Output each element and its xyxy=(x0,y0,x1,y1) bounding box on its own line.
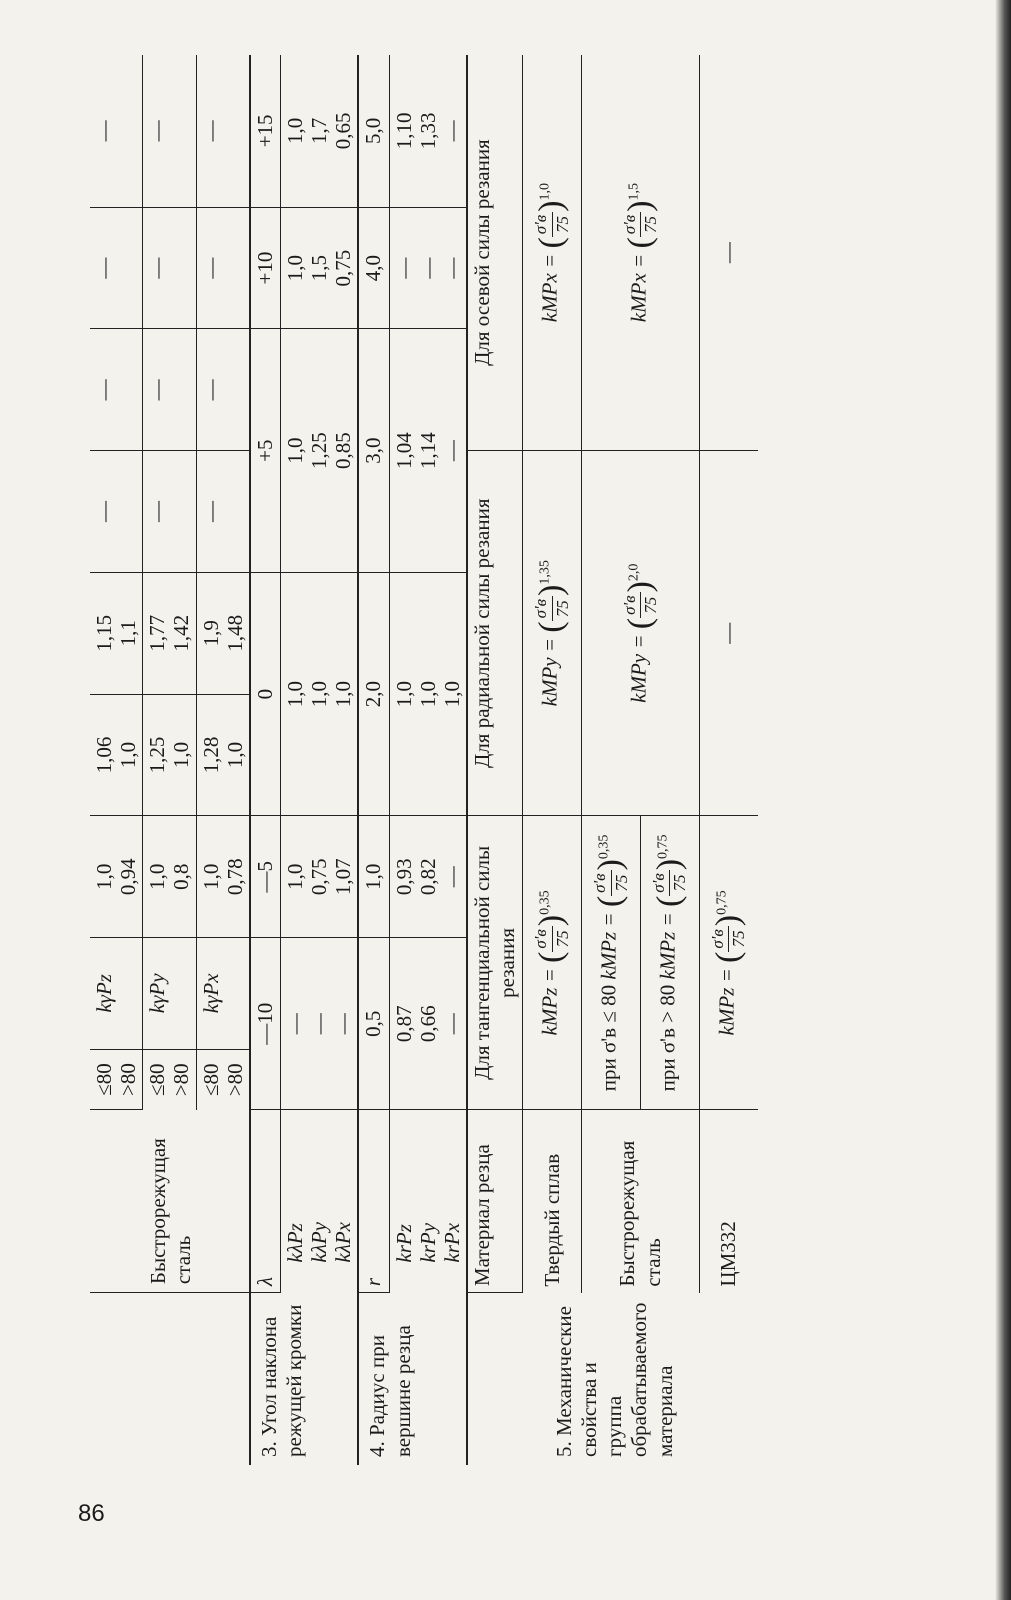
table-row xyxy=(250,55,281,1465)
value-cell: — xyxy=(699,451,757,816)
section-cell-empty xyxy=(90,1293,250,1465)
value-cell: — xyxy=(196,329,250,451)
angle-header: —5 xyxy=(250,816,281,938)
coef-label: kγPz xyxy=(90,938,143,1050)
table-row xyxy=(90,55,143,1465)
value-cell: — xyxy=(143,451,196,573)
rotated-table-container xyxy=(90,55,970,1465)
table-row xyxy=(467,55,523,1465)
value-cell: 1,0 0,78 xyxy=(196,816,250,938)
value-cell: — — — xyxy=(389,207,467,329)
header-material: Материал резца xyxy=(467,1110,523,1293)
value-cell: 1,15 1,1 xyxy=(90,572,143,694)
value-cell: 1,04 1,14 — xyxy=(389,329,467,572)
value-cell: — xyxy=(196,451,250,573)
value-cell: — xyxy=(699,55,757,451)
radius-header: 1,0 xyxy=(358,816,389,938)
angle-header: +10 xyxy=(250,207,281,329)
formula-kmpx-hss: kMPx = ( σ'в 75 )$^{1,5}$ xyxy=(582,55,700,451)
value-cell: 1,9 1,48 xyxy=(196,572,250,694)
radius-header: 3,0 xyxy=(358,329,389,572)
formula-kmpz-cm332: kMPz = ( σ'в 75 )$^{0,75}$ xyxy=(699,816,757,1110)
radius-header: 2,0 xyxy=(358,572,389,815)
section-3-title: 3. Угол наклона режущей кромки xyxy=(250,1293,359,1465)
table-row xyxy=(582,55,700,1465)
coefficients-table xyxy=(90,55,758,1465)
material-hard-alloy: Твердый сплав xyxy=(523,1110,582,1293)
value-cell: — xyxy=(90,329,143,451)
table-row xyxy=(281,55,359,1465)
radius-header: 4,0 xyxy=(358,207,389,329)
header-axial: Для осевой силы резания xyxy=(467,55,523,451)
value-cell: 1,0 1,25 0,85 xyxy=(281,329,359,572)
material-label: Быстрорежущая сталь xyxy=(90,1110,250,1293)
coef-labels: kλPz kλPy kλPx xyxy=(281,1110,359,1293)
angle-header: —10 xyxy=(250,938,281,1110)
value-cell: — — — xyxy=(281,938,359,1110)
section-5-title: 5. Механические свойства и группа обрабатываемого материала xyxy=(467,1293,758,1465)
value-cell: 1,10 1,33 — xyxy=(389,55,467,207)
value-cell: 1,06 1,0 xyxy=(90,694,143,816)
angle-header: +15 xyxy=(250,55,281,207)
symbol-lambda: λ xyxy=(250,1110,281,1293)
value-cell: — xyxy=(90,451,143,573)
value-cell: 1,0 1,0 1,0 xyxy=(389,572,467,815)
value-cell: — xyxy=(90,55,143,207)
range-cell: ≤80 >80 xyxy=(90,1049,143,1110)
table-row xyxy=(389,55,467,1465)
value-cell: 1,0 0,8 xyxy=(143,816,196,938)
value-cell: — xyxy=(143,55,196,207)
value-cell: — xyxy=(143,207,196,329)
section-4-title: 4. Радиус при вершине резца xyxy=(358,1293,467,1465)
value-cell: — xyxy=(90,207,143,329)
radius-header: 0,5 xyxy=(358,938,389,1110)
formula-kmpy: kMPy = ( σ'в 75 )$^{1,35}$ xyxy=(523,451,582,816)
coef-label: kγPy xyxy=(143,938,196,1050)
table-row xyxy=(358,55,389,1465)
coef-labels: krPz krPy krPx xyxy=(389,1110,467,1293)
angle-header: 0 xyxy=(250,572,281,815)
radius-header: 5,0 xyxy=(358,55,389,207)
value-cell: 1,0 0,94 xyxy=(90,816,143,938)
value-cell: — xyxy=(196,207,250,329)
table-row xyxy=(699,55,757,1465)
value-cell: 1,25 1,0 xyxy=(143,694,196,816)
range-cell: ≤80 >80 xyxy=(143,1049,196,1110)
table-row xyxy=(523,55,582,1465)
angle-header: +5 xyxy=(250,329,281,572)
range-cell: ≤80 >80 xyxy=(196,1049,250,1110)
formula-kmpz: kMPz = ( σ'в 75 )$^{0,35}$ xyxy=(523,816,582,1110)
page-number: 86 xyxy=(78,1500,105,1527)
value-cell: 1,0 1,5 0,75 xyxy=(281,207,359,329)
scan-edge xyxy=(995,0,1011,1600)
material-cm332: ЦМ332 xyxy=(699,1110,757,1293)
header-tangential: Для тангенциальной силы резания xyxy=(467,816,523,1110)
value-cell: 1,28 1,0 xyxy=(196,694,250,816)
value-cell: 1,77 1,42 xyxy=(143,572,196,694)
value-cell: 1,0 0,75 1,07 xyxy=(281,816,359,938)
value-cell: 1,0 1,0 1,0 xyxy=(281,572,359,815)
value-cell: 1,0 1,7 0,65 xyxy=(281,55,359,207)
value-cell: — xyxy=(196,55,250,207)
formula-kmpy-hss: kMPy = ( σ'в 75 )$^{2,0}$ xyxy=(582,451,700,816)
value-cell: 0,87 0,66 — xyxy=(389,938,467,1110)
coef-label: kγPx xyxy=(196,938,250,1050)
formula-kmpx: kMPx = ( σ'в 75 )$^{1,0}$ xyxy=(523,55,582,451)
header-radial: Для радиальной силы резания xyxy=(467,451,523,816)
value-cell: 0,93 0,82 — xyxy=(389,816,467,938)
material-hss: Быстрорежущая сталь xyxy=(582,1110,700,1293)
symbol-r: r xyxy=(358,1110,389,1293)
value-cell: — xyxy=(143,329,196,451)
formula-kmpz-hss: при σ'в ≤ 80 kMPz = ( σ'в 75 )$^{0,35}$ при σ'в > 80 kMPz = ( σ'в 75 )$^{0,75}$ xyxy=(582,816,700,1110)
